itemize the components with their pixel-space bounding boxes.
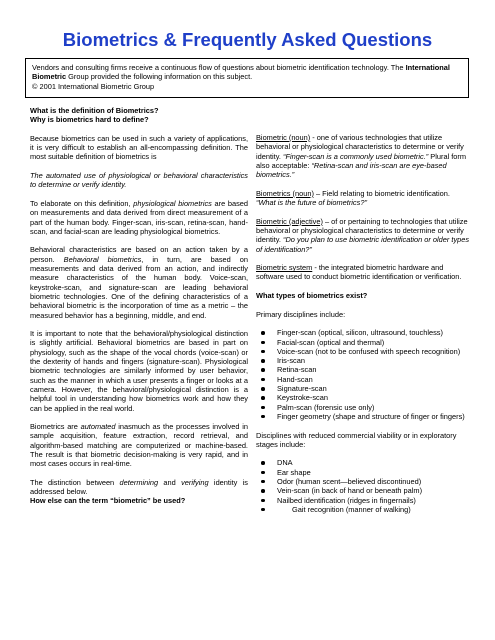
left-column <box>30 106 248 515</box>
text-run: Biometrics are <box>30 422 81 432</box>
question-definition: What is the definition of Biometrics? <box>30 106 159 115</box>
text-run: Plural form also acceptable: <box>256 151 467 170</box>
paragraph <box>30 245 248 319</box>
question-types: What types of biometrics exist? <box>256 291 368 301</box>
paragraph <box>30 422 248 468</box>
text-run: and <box>158 477 182 487</box>
text-run: - the integrated biometric hardware and software used to conduct biometric identification or verification. <box>256 263 462 282</box>
list-item: Vein-scan (in back of hand or beneath palm) <box>256 486 471 495</box>
list-item: Voice-scan (not to be confused with speech recognition) <box>256 347 471 356</box>
text-run: , in turn, are based on measurements and data derived from an action, and indirectly measure characteristics of the human body. Voice-scan, keystroke-scan, and signature-scan are leading behavioral biometric technologies. One of the defining characteristics of a behavioral biometric is the incorporation of time as a metric – the measured behavior has a beginning, middle, and end. <box>30 254 248 320</box>
list-item: Facial-scan (optical and thermal) <box>256 338 471 347</box>
intro-org: International Biometric <box>32 63 450 82</box>
text-run-italic: verifying <box>181 477 209 487</box>
exploratory-list <box>256 458 471 514</box>
page-title: Biometrics & Frequently Asked Questions <box>62 29 433 50</box>
list-item: Palm-scan (forensic use only) <box>256 403 471 412</box>
text-run-italic: determining <box>119 477 159 487</box>
right-column <box>256 133 471 523</box>
text-run-italic: automated <box>80 422 116 432</box>
term: Biometric (adjective) <box>256 216 323 226</box>
text-run: identity is addressed below. <box>30 477 248 497</box>
question-other-uses: How else can the term “biometric” be used? <box>30 496 186 506</box>
example: “Finger-scan is a commonly used biometric.” <box>282 151 429 161</box>
question-hard-to-define: Why is biometrics hard to define? <box>30 115 149 125</box>
list-item: Ear shape <box>256 468 471 477</box>
copyright: © 2001 International Biometric Group <box>32 81 155 91</box>
text-run: – Field relating to biometric identification. <box>313 188 450 198</box>
exploratory-label: Disciplines with reduced commercial viability or in exploratory stages include: <box>256 430 457 449</box>
question-heading <box>30 106 248 125</box>
example: “Retina-scan and iris-scan are eye-based biometrics.” <box>256 160 447 180</box>
definition-biometric-system <box>256 263 471 282</box>
list-item: Keystroke-scan <box>256 393 471 402</box>
intro-box <box>25 58 469 98</box>
definition-biometric-adjective <box>256 217 471 254</box>
example: “What is the future of biometrics?” <box>256 198 367 208</box>
list-item: Hand-scan <box>256 375 471 384</box>
list-item: Finger geometry (shape and structure of finger or fingers) <box>256 412 471 421</box>
list-item: Finger-scan (optical, silicon, ultrasound, touchless) <box>256 328 471 337</box>
example: “Do you plan to use biometric identification or older types of identification?” <box>256 235 470 254</box>
primary-list <box>256 328 471 421</box>
list-item: Iris-scan <box>256 356 471 365</box>
paragraph: Because biometrics can be used in such a variety of applications, it is very difficult to establish an all-encompassing definition. The most suitable definition of biometrics is <box>30 133 248 162</box>
text-run-italic: Behavioral biometrics <box>63 254 142 264</box>
list-item: Retina-scan <box>256 365 471 374</box>
intro-text-2: Group provided the following information on this subject. <box>66 72 253 82</box>
term: Biometrics (noun) <box>256 188 314 198</box>
term: Biometric system <box>256 263 313 273</box>
primary-label: Primary disciplines include: <box>256 309 346 319</box>
definition-quote: The automated use of physiological or behavioral characteristics to determine or verify identity. <box>30 171 248 190</box>
text-run: inasmuch as the processes involved in sample acquisition, feature extraction, record retrieval, and algorithm-based matching are computerized or machine-based. The result is that biometric decision-making is very rapid, and in most cases occurs in real-time. <box>30 422 248 469</box>
text-run: - one of various technologies that utilize behavioral or physiological characteristics to determine or verify identity. <box>256 133 464 161</box>
text-run: are based on measurements and data derived from direct measurement of a part of the human body. Finger-scan, iris-scan, retina-scan, hand-scan, and facial-scan are leading physiological biometrics. <box>30 198 249 236</box>
list-item: Nailbed identification (ridges in fingernails) <box>256 496 471 505</box>
term: Biometric (noun) <box>256 133 311 142</box>
list-item: Signature-scan <box>256 384 471 393</box>
definition-biometrics-noun <box>256 189 471 208</box>
paragraph <box>30 199 248 236</box>
text-run: Behavioral characteristics are based on an action taken by a person. <box>30 245 248 264</box>
list-item: Odor (human scent—believed discontinued) <box>256 477 471 486</box>
text-run: To elaborate on this definition, <box>30 198 134 208</box>
list-item: DNA <box>256 458 471 467</box>
list-item: Gait recognition (manner of walking) <box>256 505 471 514</box>
paragraph: It is important to note that the behavioral/physiological distinction is slightly artificial. Behavioral biometrics are based in part on physiology, such as the shape of the vocal chords (voice-scan) or the dexterity of hands and fingers (signature-scan). Physiological biometric technologies are similarly informed by user behavior, such as the manner in which a user presents a finger or looks at a camera. However, the behavioral/physiological distinction is a helpful tool in understanding how biometrics work and how they can be applied in the real world. <box>30 329 248 413</box>
definition-biometric-noun <box>256 133 471 179</box>
text-run-italic: physiological biometrics <box>133 198 212 208</box>
intro-text: Vendors and consulting firms receive a continuous flow of questions about biometric identification technology. The <box>32 63 406 72</box>
paragraph <box>30 478 248 497</box>
text-run: – of or pertaining to technologies that utilize behavioral or physiological characteristics to determine or verify identity. <box>256 216 468 245</box>
text-run: The distinction between <box>30 477 120 487</box>
